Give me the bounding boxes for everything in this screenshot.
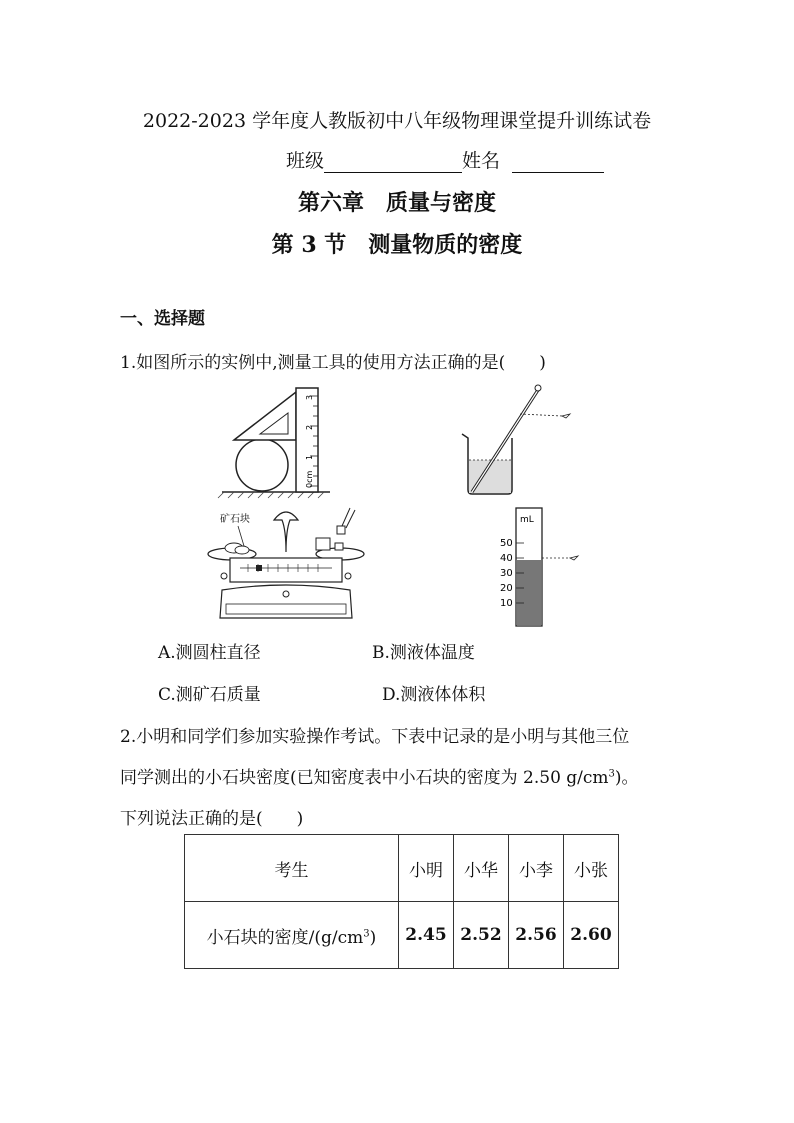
set-square [234,392,296,440]
eye-icon [570,556,578,560]
table-cell: 小李 [509,835,564,902]
cylinder-tick-30: 30 [500,568,513,579]
balance-base [220,585,352,618]
figure-d-graduated-cylinder [500,508,578,626]
chapter-title: 第六章 质量与密度 [297,190,496,216]
table-row [185,835,619,902]
table-cell: 小华 [454,835,509,902]
figure-c-balance [208,508,364,618]
option-d[interactable]: D.测液体体积 [382,685,486,705]
part-heading: 一、选择题 [120,309,205,329]
balance-beam [230,558,342,582]
ruler-tick-1: 1 [305,454,314,460]
cylinder-tick-10: 10 [500,598,513,609]
question-1-figure [200,380,600,630]
table-row-label: 小石块的密度$/(g/cm^3)$ [185,902,399,969]
class-name-line [286,146,604,173]
figure-a-diameter [218,388,330,498]
option-b[interactable]: B.测液体温度 [372,643,475,663]
balance-pointer [274,512,298,552]
table-cell: 小明 [399,835,454,902]
option-a[interactable]: A.测圆柱直径 [158,643,261,663]
density-table [184,834,619,969]
figure-b-thermometer [462,385,570,494]
table-cell: 2.52 [454,902,509,969]
paper-title: 2022-2023 学年度人教版初中八年级物理课堂提升训练试卷 [142,110,652,132]
section-title: 第 3 节 测量物质的密度 [271,232,523,258]
class-label: 班级 [286,150,325,172]
table-row [185,902,619,969]
eye-icon [562,414,570,418]
table-cell: 小张 [564,835,619,902]
cylinder-liquid [517,560,541,625]
question-2-line-1: 2.小明和同学们参加实验操作考试。下表中记录的是小明与其他三位 [120,727,630,747]
table-header-label: 考生 [185,835,399,902]
cylinder-circle [236,439,288,491]
cylinder-tick-40: 40 [500,553,513,564]
name-label: 姓名 [462,150,501,172]
question-2-line-2: 同学测出的小石块密度(已知密度表中小石块的密度为 2.50 $g/cm^3$)。 [120,768,639,788]
table-cell: 2.60 [564,902,619,969]
question-1-stem: 1.如图所示的实例中,测量工具的使用方法正确的是( ) [120,353,546,373]
ruler-tick-2: 2 [305,424,314,430]
ruler-tick-3: 3 [305,394,314,400]
option-c[interactable]: C.测矿石质量 [158,685,261,705]
table-cell: 2.56 [509,902,564,969]
class-blank [324,154,462,173]
weight-tweezers [337,526,345,534]
cylinder-tick-20: 20 [500,583,513,594]
question-2-line-3: 下列说法正确的是( ) [120,809,304,829]
name-blank [512,154,604,173]
ruler-tick-0: 0cm [305,470,314,488]
table-cell: 2.45 [399,902,454,969]
cylinder-tick-50: 50 [500,538,513,549]
cylinder-unit: mL [520,515,534,525]
balance-label: 矿石块 [220,514,250,525]
